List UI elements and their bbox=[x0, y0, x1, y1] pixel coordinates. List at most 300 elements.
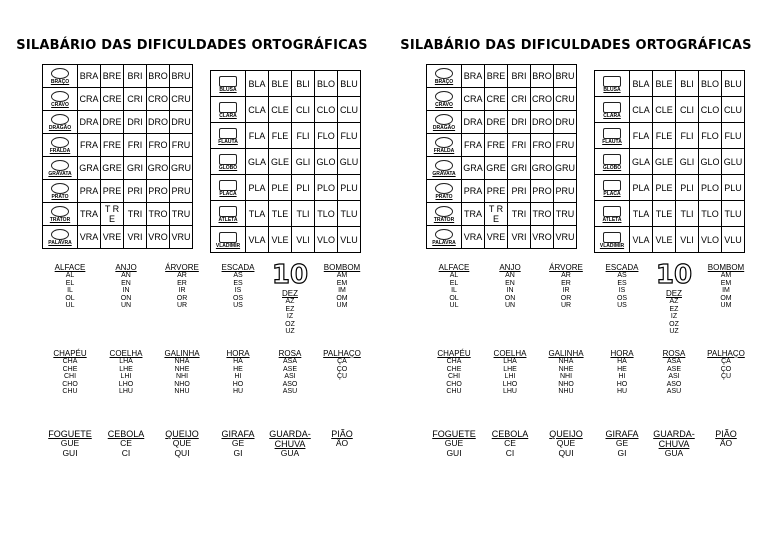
syllable-cell: TRO bbox=[147, 203, 170, 226]
syllable: AN bbox=[121, 272, 131, 279]
syllable: ON bbox=[504, 294, 516, 302]
picture-word: ANJO bbox=[115, 263, 137, 272]
syllable-cell: BRU bbox=[170, 65, 193, 88]
syllable-cell: PLA bbox=[246, 175, 269, 201]
thumbnail-icon bbox=[603, 154, 621, 165]
table-row bbox=[595, 123, 745, 149]
table-row bbox=[43, 226, 193, 249]
syllable-cell: FRA bbox=[78, 134, 101, 157]
picture-cell bbox=[595, 123, 630, 149]
thumbnail-icon bbox=[219, 180, 237, 191]
syllable-cell: CRA bbox=[78, 88, 101, 111]
table-row bbox=[211, 97, 361, 123]
picture-word: GUARDA-CHUVA bbox=[653, 429, 695, 449]
table-row bbox=[43, 157, 193, 180]
syllable-cell: PLU bbox=[722, 175, 745, 201]
syllable: NHO bbox=[558, 380, 574, 388]
table-row bbox=[211, 149, 361, 175]
syllable-cell: CRO bbox=[147, 88, 170, 111]
syllable-cell: FRE bbox=[485, 134, 508, 157]
thumbnail-icon bbox=[603, 206, 621, 217]
syllable: ASA bbox=[666, 358, 681, 365]
syllable: GE bbox=[231, 438, 245, 448]
syllable: IM bbox=[722, 287, 730, 294]
worksheet-right bbox=[384, 0, 768, 543]
syllable-cell: TLE bbox=[269, 201, 292, 227]
syllable: OS bbox=[232, 294, 244, 302]
picture-cell bbox=[211, 71, 246, 97]
syllable-cell: PRA bbox=[462, 180, 485, 203]
syllable-cell: GLI bbox=[676, 149, 699, 175]
picture-word: ATLETA bbox=[602, 216, 622, 223]
syllable-cell: TLE bbox=[653, 201, 676, 227]
picture-cell bbox=[43, 134, 78, 157]
table-row bbox=[43, 180, 193, 203]
syllable: QUI bbox=[174, 447, 190, 458]
syllable: CI bbox=[505, 447, 515, 458]
table-row bbox=[211, 71, 361, 97]
table-row bbox=[427, 180, 577, 203]
syllable-cell: VLU bbox=[722, 227, 745, 253]
syllable-cell: PRI bbox=[508, 180, 531, 203]
syllable-cell: CRI bbox=[508, 88, 531, 111]
syllable-cell: VLE bbox=[269, 227, 292, 253]
syllable-cell: PRU bbox=[170, 180, 193, 203]
picture-word: VLADIMIR bbox=[215, 242, 241, 249]
syllable-cell: BRO bbox=[147, 65, 170, 88]
syllable: LHA bbox=[503, 358, 517, 365]
syllable-cell: FRA bbox=[462, 134, 485, 157]
syllable: IL bbox=[67, 287, 73, 294]
syllable: LHA bbox=[119, 358, 133, 365]
thumbnail-icon bbox=[435, 137, 453, 148]
picture-cell bbox=[43, 226, 78, 249]
syllable: CHO bbox=[62, 380, 78, 388]
thumbnail-icon bbox=[435, 206, 453, 217]
picture-word: GALINHA bbox=[548, 349, 584, 358]
picture-word: GLOBO bbox=[218, 164, 238, 171]
syllable: AM bbox=[336, 272, 348, 279]
thumbnail-icon bbox=[435, 68, 453, 79]
thumbnail-icon bbox=[51, 160, 69, 171]
syllable: QUI bbox=[558, 447, 574, 458]
picture-word: TRATOR bbox=[49, 217, 71, 223]
syllable: AL bbox=[65, 272, 75, 279]
syllable: EN bbox=[505, 279, 515, 287]
syllable-cell: VRI bbox=[124, 226, 147, 249]
picture-word: BLUSA bbox=[603, 86, 621, 93]
picture-cell bbox=[427, 88, 462, 111]
syllable: ASE bbox=[666, 365, 681, 373]
syllable-cell: CLI bbox=[676, 97, 699, 123]
syllable: OM bbox=[336, 294, 348, 302]
syllable: CHU bbox=[446, 388, 462, 395]
picture-item-guarda-chuva bbox=[262, 428, 318, 459]
syllable: CE bbox=[504, 438, 516, 448]
syllable: IZ bbox=[286, 313, 294, 320]
picture-word: CRAVO bbox=[51, 102, 69, 108]
picture-cell bbox=[211, 149, 246, 175]
picture-item-piao bbox=[698, 428, 754, 449]
syllable: IS bbox=[234, 287, 242, 294]
thumbnail-icon bbox=[51, 91, 69, 102]
syllable-cell: BLO bbox=[315, 71, 338, 97]
syllable: HU bbox=[232, 388, 244, 395]
picture-item-coelha bbox=[482, 348, 538, 396]
syllable-cell: CLO bbox=[699, 97, 722, 123]
syllable: IR bbox=[562, 287, 570, 294]
thumbnail-icon bbox=[219, 232, 237, 243]
picture-word: QUEIJO bbox=[549, 429, 583, 439]
picture-item-galinha bbox=[154, 348, 210, 396]
picture-cell bbox=[43, 88, 78, 111]
syllable: ASU bbox=[666, 388, 682, 395]
syllable-cell: TRI bbox=[508, 203, 531, 226]
picture-item-foguete bbox=[42, 428, 98, 458]
picture-word: ALFACE bbox=[54, 263, 86, 272]
picture-word: COELHA bbox=[109, 349, 143, 358]
syllable: AL bbox=[449, 272, 459, 279]
syllable-cell: VRE bbox=[101, 226, 124, 249]
syllable: HE bbox=[233, 365, 243, 373]
syllable: ES bbox=[233, 279, 243, 287]
thumbnail-icon bbox=[435, 229, 453, 240]
picture-word: PRATO bbox=[51, 194, 69, 200]
table-row bbox=[595, 227, 745, 253]
syllable: CE bbox=[120, 438, 132, 448]
syllable: GI bbox=[617, 447, 627, 458]
syllable-cell: BLA bbox=[630, 71, 653, 97]
syllable: LHO bbox=[118, 380, 134, 388]
thumbnail-icon bbox=[219, 102, 237, 113]
picture-word: PLACA bbox=[219, 190, 237, 197]
syllable-cell: DRA bbox=[462, 111, 485, 134]
syllable-cell: CLA bbox=[630, 97, 653, 123]
syllable-cell: FLU bbox=[338, 123, 361, 149]
syllable-cell: FRU bbox=[554, 134, 577, 157]
table-row bbox=[427, 111, 577, 134]
picture-cell bbox=[427, 111, 462, 134]
picture-cell bbox=[595, 201, 630, 227]
syllable-cell: FLI bbox=[292, 123, 315, 149]
syllable-cell: BLU bbox=[338, 71, 361, 97]
thumbnail-icon bbox=[51, 137, 69, 148]
syllable-cell: CLA bbox=[246, 97, 269, 123]
syllable-cell: CLE bbox=[653, 97, 676, 123]
picture-cell bbox=[211, 175, 246, 201]
syllable: NHE bbox=[174, 365, 190, 373]
syllable: CHI bbox=[447, 373, 461, 380]
syllable: EL bbox=[449, 279, 459, 287]
thumbnail-icon bbox=[219, 76, 237, 87]
syllable-cell: FLU bbox=[722, 123, 745, 149]
syllable: IR bbox=[178, 287, 186, 294]
picture-word: FRALDA bbox=[49, 148, 71, 154]
thumbnail-icon bbox=[603, 180, 621, 191]
table-row bbox=[595, 175, 745, 201]
syllable: AM bbox=[720, 272, 732, 279]
picture-item-rosa bbox=[262, 348, 318, 396]
picture-word: ÁRVORE bbox=[165, 263, 199, 272]
syllable-cell: TLU bbox=[722, 201, 745, 227]
syllable-cell: FLO bbox=[315, 123, 338, 149]
picture-cell bbox=[595, 175, 630, 201]
syllable-cell: FLE bbox=[269, 123, 292, 149]
picture-word: PALAVRA bbox=[432, 240, 456, 246]
syllable-cell: CLI bbox=[292, 97, 315, 123]
syllable: HO bbox=[232, 380, 244, 388]
picture-word: HORA bbox=[610, 349, 634, 358]
syllable: NHA bbox=[558, 358, 574, 365]
syllable: ASI bbox=[284, 373, 296, 380]
picture-word: FOGUETE bbox=[48, 429, 92, 439]
syllable-cell: VLI bbox=[676, 227, 699, 253]
syllable: AS bbox=[233, 272, 243, 279]
syllable: NHE bbox=[558, 365, 574, 373]
picture-word: DEZ bbox=[666, 289, 682, 298]
picture-item-chapeu bbox=[42, 348, 98, 396]
syllable-cell: FLI bbox=[676, 123, 699, 149]
picture-word: CLARA bbox=[603, 112, 621, 119]
picture-word: ESCADA bbox=[221, 263, 255, 272]
syllable-cell: BRA bbox=[462, 65, 485, 88]
syllable-cell: VLI bbox=[292, 227, 315, 253]
syllable: EN bbox=[121, 279, 131, 287]
syllable: LHI bbox=[504, 373, 516, 380]
table-row bbox=[211, 123, 361, 149]
picture-item-girafa bbox=[594, 428, 650, 458]
syllable-cell: TLI bbox=[676, 201, 699, 227]
syllable-cell: GRA bbox=[462, 157, 485, 180]
syllable-cell: GRU bbox=[170, 157, 193, 180]
syllable: GUE bbox=[60, 438, 80, 448]
syllable-table-l-clusters bbox=[594, 70, 745, 253]
picture-item-escada bbox=[594, 262, 650, 310]
syllable-table-r-clusters bbox=[42, 64, 193, 249]
syllable-table-r-clusters bbox=[426, 64, 577, 249]
syllable: LHO bbox=[502, 380, 518, 388]
picture-item-cebola bbox=[482, 428, 538, 458]
syllable-cell: PRE bbox=[485, 180, 508, 203]
picture-word: GALINHA bbox=[164, 349, 200, 358]
syllable: CI bbox=[121, 447, 131, 458]
syllable: CHU bbox=[62, 388, 78, 395]
syllable-cell: BLE bbox=[653, 71, 676, 97]
picture-word: ÁRVORE bbox=[549, 263, 583, 272]
syllable-cell: VLO bbox=[699, 227, 722, 253]
syllable-cell: TLO bbox=[315, 201, 338, 227]
table-row bbox=[427, 65, 577, 88]
picture-word: PRATO bbox=[435, 194, 453, 200]
thumbnail-icon bbox=[435, 160, 453, 171]
syllable-cell: T R E bbox=[485, 203, 508, 226]
syllable: ÇU bbox=[336, 373, 348, 380]
table-row bbox=[427, 134, 577, 157]
syllable: NHO bbox=[174, 380, 190, 388]
thumbnail-icon bbox=[435, 183, 453, 194]
syllable: EM bbox=[720, 279, 732, 287]
picture-item-alface bbox=[426, 262, 482, 310]
table-row bbox=[595, 71, 745, 97]
syllable: CHE bbox=[62, 365, 78, 373]
syllable-cell: PRU bbox=[554, 180, 577, 203]
picture-word: TRATOR bbox=[433, 217, 455, 223]
picture-word: ANJO bbox=[499, 263, 521, 272]
syllable-cell: BRO bbox=[531, 65, 554, 88]
picture-word: ALFACE bbox=[438, 263, 470, 272]
picture-item-dez bbox=[262, 262, 318, 336]
syllable-cell: CRO bbox=[531, 88, 554, 111]
picture-cell bbox=[43, 203, 78, 226]
syllable-table-l-clusters bbox=[210, 70, 361, 253]
syllable: ON bbox=[120, 294, 132, 302]
picture-item-piao bbox=[314, 428, 370, 449]
syllable-cell: BLE bbox=[269, 71, 292, 97]
syllable-cell: TRI bbox=[124, 203, 147, 226]
picture-cell bbox=[43, 180, 78, 203]
syllable: HI bbox=[618, 373, 626, 380]
syllable-cell: CRA bbox=[462, 88, 485, 111]
syllable-cell: PRO bbox=[147, 180, 170, 203]
picture-word: CLARA bbox=[219, 112, 237, 119]
picture-word: CEBOLA bbox=[107, 429, 145, 439]
syllable-cell: FRO bbox=[147, 134, 170, 157]
syllable: UM bbox=[720, 302, 732, 309]
syllable-cell: GLE bbox=[269, 149, 292, 175]
syllable-cell: CRU bbox=[554, 88, 577, 111]
syllable-cell: VLU bbox=[338, 227, 361, 253]
thumbnail-icon bbox=[219, 206, 237, 217]
syllable-cell: PRI bbox=[124, 180, 147, 203]
syllable-cell: DRO bbox=[147, 111, 170, 134]
syllable: OM bbox=[720, 294, 732, 302]
picture-word: BLUSA bbox=[219, 86, 237, 93]
picture-item-guarda-chuva bbox=[646, 428, 702, 459]
picture-word: QUEIJO bbox=[165, 429, 199, 439]
picture-word: FLAUTA bbox=[218, 138, 238, 145]
table-row bbox=[595, 97, 745, 123]
syllable: AS bbox=[617, 272, 627, 279]
syllable-cell: FLA bbox=[630, 123, 653, 149]
syllable: OZ bbox=[669, 320, 679, 328]
syllable-cell: PLI bbox=[676, 175, 699, 201]
table-row bbox=[595, 201, 745, 227]
syllable-cell: GRI bbox=[508, 157, 531, 180]
picture-item-anjo bbox=[482, 262, 538, 310]
syllable: HI bbox=[234, 373, 242, 380]
picture-word: BOMBOM bbox=[707, 263, 745, 272]
picture-item-anjo bbox=[98, 262, 154, 310]
picture-word: COELHA bbox=[493, 349, 527, 358]
syllable-cell: DRU bbox=[170, 111, 193, 134]
syllable-cell: CLE bbox=[269, 97, 292, 123]
thumbnail-icon bbox=[51, 206, 69, 217]
picture-word: PLACA bbox=[603, 190, 621, 197]
syllable-cell: BLI bbox=[676, 71, 699, 97]
syllable: AZ bbox=[669, 298, 679, 305]
syllable-cell: DRI bbox=[124, 111, 147, 134]
picture-word: DRAGÃO bbox=[48, 125, 72, 131]
syllable: UL bbox=[449, 302, 459, 309]
syllable-cell: GRO bbox=[147, 157, 170, 180]
syllable-cell: GLE bbox=[653, 149, 676, 175]
picture-cell bbox=[43, 157, 78, 180]
syllable: US bbox=[233, 302, 243, 309]
syllable-cell: CRE bbox=[101, 88, 124, 111]
picture-cell bbox=[427, 65, 462, 88]
number-ten: 10 bbox=[271, 260, 309, 290]
syllable: GUI bbox=[446, 447, 462, 458]
picture-item-alface bbox=[42, 262, 98, 310]
picture-cell bbox=[211, 97, 246, 123]
picture-cell bbox=[211, 227, 246, 253]
syllable-cell: CRE bbox=[485, 88, 508, 111]
syllable-cell: FLO bbox=[699, 123, 722, 149]
syllable-cell: PRA bbox=[78, 180, 101, 203]
picture-word: DEZ bbox=[282, 289, 298, 298]
syllable: EM bbox=[336, 279, 348, 287]
syllable: ER bbox=[561, 279, 571, 287]
picture-cell bbox=[595, 149, 630, 175]
table-row bbox=[427, 157, 577, 180]
picture-word: DRAGÃO bbox=[432, 125, 456, 131]
picture-word: ROSA bbox=[278, 349, 302, 358]
syllable-cell: FLA bbox=[246, 123, 269, 149]
syllable: ER bbox=[177, 279, 187, 287]
syllable-cell: CRI bbox=[124, 88, 147, 111]
picture-cell bbox=[427, 134, 462, 157]
thumbnail-icon bbox=[603, 128, 621, 139]
syllable-cell: VLA bbox=[630, 227, 653, 253]
picture-item-palhaco bbox=[314, 348, 370, 381]
syllable: UL bbox=[65, 302, 75, 309]
picture-cell bbox=[211, 123, 246, 149]
syllable: LHU bbox=[118, 388, 133, 395]
syllable-cell: TLU bbox=[338, 201, 361, 227]
picture-cell bbox=[595, 97, 630, 123]
syllable: OL bbox=[449, 294, 459, 302]
syllable-cell: PLE bbox=[653, 175, 676, 201]
picture-word: FLAUTA bbox=[602, 138, 622, 145]
table-row bbox=[43, 203, 193, 226]
syllable: CHE bbox=[446, 365, 462, 373]
picture-word: BRAÇO bbox=[50, 79, 70, 85]
picture-item-hora bbox=[210, 348, 266, 396]
syllable-cell: FLE bbox=[653, 123, 676, 149]
table-row bbox=[43, 111, 193, 134]
picture-word: FRALDA bbox=[433, 148, 455, 154]
picture-item-bombom bbox=[314, 262, 370, 310]
syllable: UZ bbox=[669, 328, 679, 335]
syllable: GE bbox=[615, 438, 629, 448]
syllable-cell: TLA bbox=[246, 201, 269, 227]
syllable-cell: BLU bbox=[722, 71, 745, 97]
picture-cell bbox=[595, 71, 630, 97]
syllable: ASO bbox=[666, 380, 682, 388]
syllable: OR bbox=[560, 294, 572, 302]
syllable-cell: GLA bbox=[246, 149, 269, 175]
picture-word: GIRAFA bbox=[221, 429, 255, 439]
picture-word: GLOBO bbox=[602, 164, 622, 171]
picture-cell bbox=[211, 201, 246, 227]
syllable: NHA bbox=[174, 358, 190, 365]
syllable-cell: GRI bbox=[124, 157, 147, 180]
syllable-cell: TRU bbox=[170, 203, 193, 226]
syllable-cell: BRE bbox=[485, 65, 508, 88]
table-row bbox=[427, 88, 577, 111]
syllable: UN bbox=[120, 302, 132, 309]
syllable: GUI bbox=[62, 447, 78, 458]
